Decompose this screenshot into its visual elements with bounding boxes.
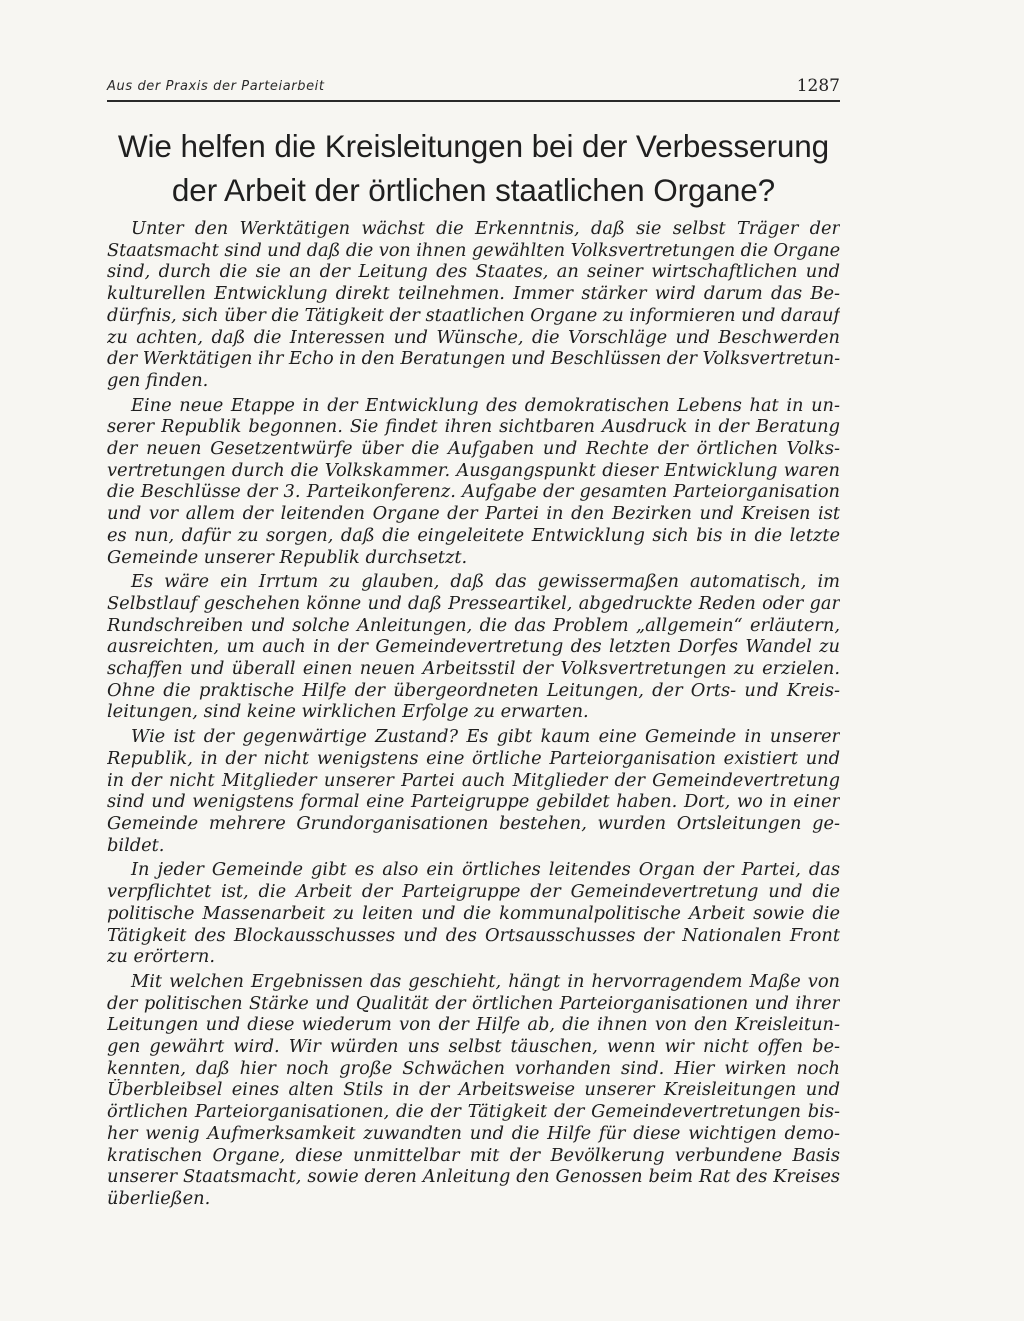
running-title: Aus der Praxis der Parteiarbeit (107, 79, 325, 94)
text-line: politische Massenarbeit zu leiten und die kommunalpolitische Arbeit sowie die (107, 902, 840, 924)
paragraph (107, 859, 840, 968)
running-header (107, 76, 840, 102)
text-line: Eine neue Etappe in der Entwicklung des demokratischen Lebens hat in un- (131, 394, 840, 416)
text-line: der Werktätigen ihr Echo in den Beratungen und Beschlüssen der Volksvertretun- (107, 348, 840, 370)
text-line: her wenig Aufmerksamkeit zuwandten und die Hilfe für diese wichtigen demo- (107, 1122, 840, 1144)
text-line: Ohne die praktische Hilfe der übergeordneten Leitungen, der Orts- und Kreis- (107, 679, 840, 701)
paragraph (107, 571, 840, 723)
text-line: es nun, dafür zu sorgen, daß die eingeleitete Entwicklung sich bis in die letzte (107, 524, 840, 546)
text-line: gen gewährt wird. Wir würden uns selbst täuschen, wenn wir nicht offen be- (107, 1036, 840, 1058)
text-line: In jeder Gemeinde gibt es also ein örtliches leitendes Organ der Partei, das (131, 859, 840, 881)
paragraph (107, 971, 840, 1210)
text-line: Rundschreiben und solche Anleitungen, die das Problem „allgemein“ erläutern, (107, 614, 840, 636)
text-line: örtlichen Parteiorganisationen, die der Tätigkeit der Gemeindevertretungen bis- (107, 1101, 840, 1123)
text-line: zu achten, daß die Interessen und Wünsche, die Vorschläge und Beschwerden (107, 326, 840, 348)
text-line: kennten, daß hier noch große Schwächen vorhanden sind. Hier wirken noch (107, 1057, 840, 1079)
text-line: sind und wenigstens formal eine Parteigruppe gebildet haben. Dort, wo in einer (107, 791, 840, 813)
text-line: unserer Staatsmacht, sowie deren Anleitung den Genossen beim Rat des Kreises (107, 1166, 840, 1188)
paragraph (107, 395, 840, 569)
text-line: in der nicht Mitglieder unserer Partei auch Mitglieder der Gemeindevertretung (107, 769, 840, 791)
text-line: zu erörtern. (107, 946, 215, 968)
text-line: und vor allem der leitenden Organe der Partei in den Bezirken und Kreisen ist (107, 503, 840, 525)
text-line: verpflichtet ist, die Arbeit der Parteigruppe der Gemeindevertretung und die (107, 881, 840, 903)
text-line: dürfnis, sich über die Tätigkeit der staatlichen Organe zu informieren und darauf (107, 304, 840, 326)
text-line: gen finden. (107, 369, 209, 391)
text-line: Unter den Werktätigen wächst die Erkenntnis, daß sie selbst Träger der (131, 218, 840, 239)
text-line: schaffen und überall einen neuen Arbeitsstil der Volksvertretungen zu erzielen. (107, 658, 840, 680)
paragraph (107, 218, 840, 392)
text-line: Es wäre ein Irrtum zu glauben, daß das gewissermaßen automatisch, im (131, 571, 840, 593)
text-line: überließen. (107, 1187, 211, 1209)
text-line: kulturellen Entwicklung direkt teilnehmen. Immer stärker wird darum das Be- (107, 283, 840, 305)
text-line: bildet. (107, 834, 165, 856)
text-line: Mit welchen Ergebnissen das geschieht, hängt in hervorragendem Maße von (131, 970, 840, 992)
article-title-line: Wie helfen die Kreisleitungen bei der Verbesserung (117, 128, 830, 164)
text-line: Staatsmacht sind und daß die von ihnen gewählten Volksvertretungen die Organe (107, 239, 840, 261)
text-line: serer Republik begonnen. Sie findet ihren sichtbaren Ausdruck in der Beratung (107, 416, 840, 438)
page-number: 1287 (796, 76, 840, 96)
text-line: leitungen, sind keine wirklichen Erfolge zu erwarten. (107, 701, 589, 723)
text-line: Gemeinde unserer Republik durchsetzt. (107, 546, 468, 568)
text-line: Republik, in der nicht wenigstens eine örtliche Parteiorganisation existiert und (107, 747, 840, 769)
text-line: Leitungen und diese wiederum von der Hilfe ab, die ihnen von den Kreisleitun- (107, 1014, 840, 1036)
text-line: vertretungen durch die Volkskammer. Ausgangspunkt dieser Entwicklung waren (107, 459, 840, 481)
text-line: der neuen Gesetzentwürfe über die Aufgaben und Rechte der örtlichen Volks- (107, 438, 840, 460)
article-title-line: der Arbeit der örtlichen staatlichen Organe? (171, 172, 776, 208)
paragraph (107, 726, 840, 856)
text-line: Wie ist der gegenwärtige Zustand? Es gibt kaum eine Gemeinde in unserer (131, 726, 840, 748)
text-line: die Beschlüsse der 3. Parteikonferenz. Aufgabe der gesamten Parteiorganisation (107, 481, 840, 503)
text-line: Selbstlauf geschehen könne und daß Presseartikel, abgedruckte Reden oder gar (107, 592, 840, 614)
article-title (107, 124, 840, 212)
article-body (107, 218, 840, 1213)
text-line: Tätigkeit des Blockausschusses und des Ortsausschusses der Nationalen Front (107, 924, 840, 946)
text-line: sind, durch die sie an der Leitung des Staates, an seiner wirtschaftlichen und (107, 261, 840, 283)
text-line: Gemeinde mehrere Grundorganisationen bestehen, wurden Ortsleitungen ge- (107, 812, 840, 834)
text-line: kratischen Organe, diese unmittelbar mit der Bevölkerung verbundene Basis (107, 1144, 840, 1166)
text-line: Überbleibsel eines alten Stils in der Arbeitsweise unserer Kreisleitungen und (107, 1079, 840, 1101)
text-line: der politischen Stärke und Qualität der örtlichen Parteiorganisationen und ihrer (107, 992, 840, 1014)
text-line: ausreichten, um auch in der Gemeindevertretung des letzten Dorfes Wandel zu (107, 636, 840, 658)
